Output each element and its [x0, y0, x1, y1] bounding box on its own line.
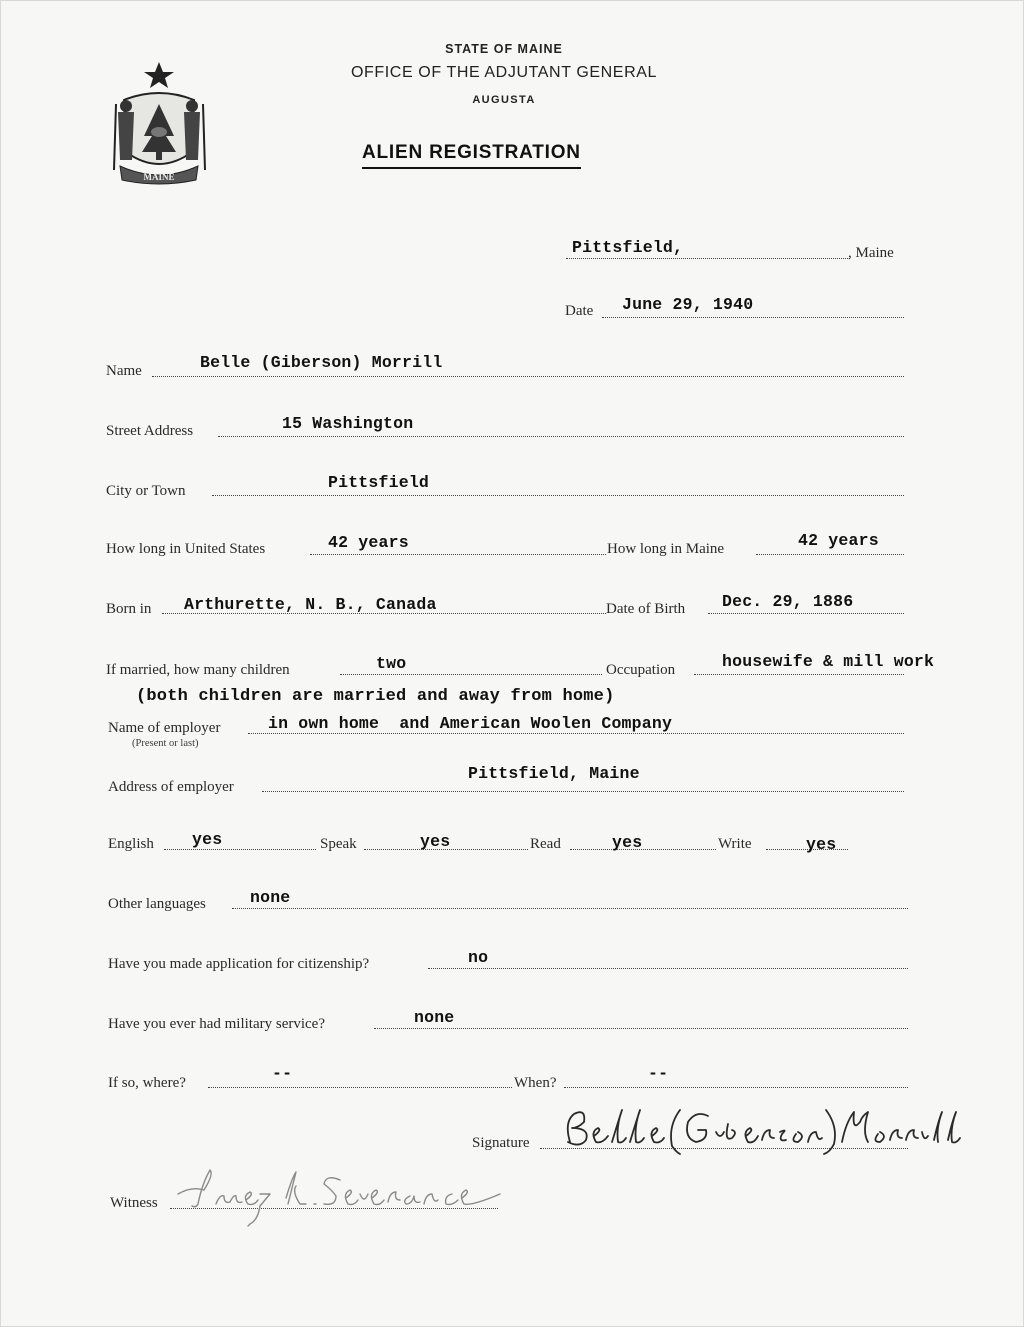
office-heading: OFFICE OF THE ADJUTANT GENERAL [350, 64, 658, 81]
where-label: If so, where? [108, 1075, 186, 1091]
name-label: Name [106, 363, 142, 379]
city-or-town-value: Pittsfield [328, 473, 430, 492]
write-value: yes [806, 835, 837, 854]
english-label: English [108, 836, 154, 852]
occupation-field-line [694, 674, 904, 675]
write-label: Write [718, 836, 752, 852]
form-title: ALIEN REGISTRATION [362, 142, 581, 169]
read-field-line [570, 849, 716, 850]
date-of-birth-value: Dec. 29, 1886 [722, 592, 854, 611]
city-heading: AUGUSTA [472, 94, 536, 106]
how-long-us-value: 42 years [328, 533, 409, 552]
how-long-maine-value: 42 years [798, 531, 879, 550]
employer-label: Name of employer [108, 720, 221, 736]
name-field-line [152, 376, 904, 377]
born-in-value: Arthurette, N. B., Canada [184, 595, 437, 614]
english-value: yes [192, 830, 223, 849]
citizenship-label: Have you made application for citizenship? [108, 956, 370, 972]
date-field-line [602, 317, 904, 318]
street-address-field-line [218, 436, 904, 437]
date-of-birth-field-line [708, 613, 904, 614]
where-value: -- [272, 1064, 293, 1083]
date-of-birth-label: Date of Birth [606, 601, 686, 617]
other-languages-label: Other languages [108, 896, 206, 912]
applicant-signature [556, 1102, 966, 1158]
children-note-value: (both children are married and away from home) [136, 687, 615, 706]
military-value: none [414, 1008, 455, 1027]
children-label: If married, how many children [106, 662, 290, 678]
other-languages-field-line [232, 908, 908, 909]
employer-address-label: Address of employer [108, 779, 234, 795]
citizenship-field-line [428, 968, 908, 969]
state-heading: STATE OF MAINE [445, 42, 563, 56]
how-long-us-label: How long in United States [106, 541, 266, 557]
employer-field-line [248, 733, 904, 734]
where-field-line [208, 1087, 512, 1088]
when-value: -- [648, 1064, 669, 1083]
children-value: two [376, 654, 407, 673]
speak-label: Speak [320, 836, 357, 852]
witness-signature [174, 1164, 504, 1230]
when-field-line [564, 1087, 908, 1088]
maine-label: , Maine [848, 245, 894, 261]
children-field-line [340, 674, 602, 675]
read-value: yes [612, 833, 643, 852]
occupation-value: housewife & mill work [722, 652, 935, 671]
read-label: Read [530, 836, 561, 852]
born-in-label: Born in [106, 601, 152, 617]
occupation-label: Occupation [606, 662, 676, 678]
military-label: Have you ever had military service? [108, 1016, 325, 1032]
english-field-line [164, 849, 316, 850]
military-field-line [374, 1028, 908, 1029]
employer-address-value: Pittsfield, Maine [468, 764, 640, 783]
city-or-town-label: City or Town [106, 483, 186, 499]
maine-state-seal-icon [104, 60, 214, 185]
other-languages-value: none [250, 888, 291, 907]
date-label: Date [565, 303, 594, 319]
speak-value: yes [420, 832, 451, 851]
name-value: Belle (Giberson) Morrill [200, 353, 443, 372]
witness-label: Witness [110, 1195, 158, 1211]
how-long-maine-label: How long in Maine [607, 541, 725, 557]
street-address-label: Street Address [106, 423, 194, 439]
signature-label: Signature [472, 1135, 530, 1151]
how-long-maine-field-line [756, 554, 904, 555]
town-value: Pittsfield, [572, 238, 684, 257]
street-address-value: 15 Washington [282, 414, 414, 433]
employer-address-field-line [262, 791, 904, 792]
when-label: When? [514, 1075, 557, 1091]
employer-value: in own home and American Woolen Company [268, 714, 673, 733]
city-or-town-field-line [212, 495, 904, 496]
seal-banner-text: MAINE [143, 172, 175, 182]
citizenship-value: no [468, 948, 489, 967]
how-long-us-field-line [310, 554, 606, 555]
date-value: June 29, 1940 [622, 295, 754, 314]
town-field-line [566, 258, 850, 259]
employer-sublabel: (Present or last) [132, 738, 199, 749]
